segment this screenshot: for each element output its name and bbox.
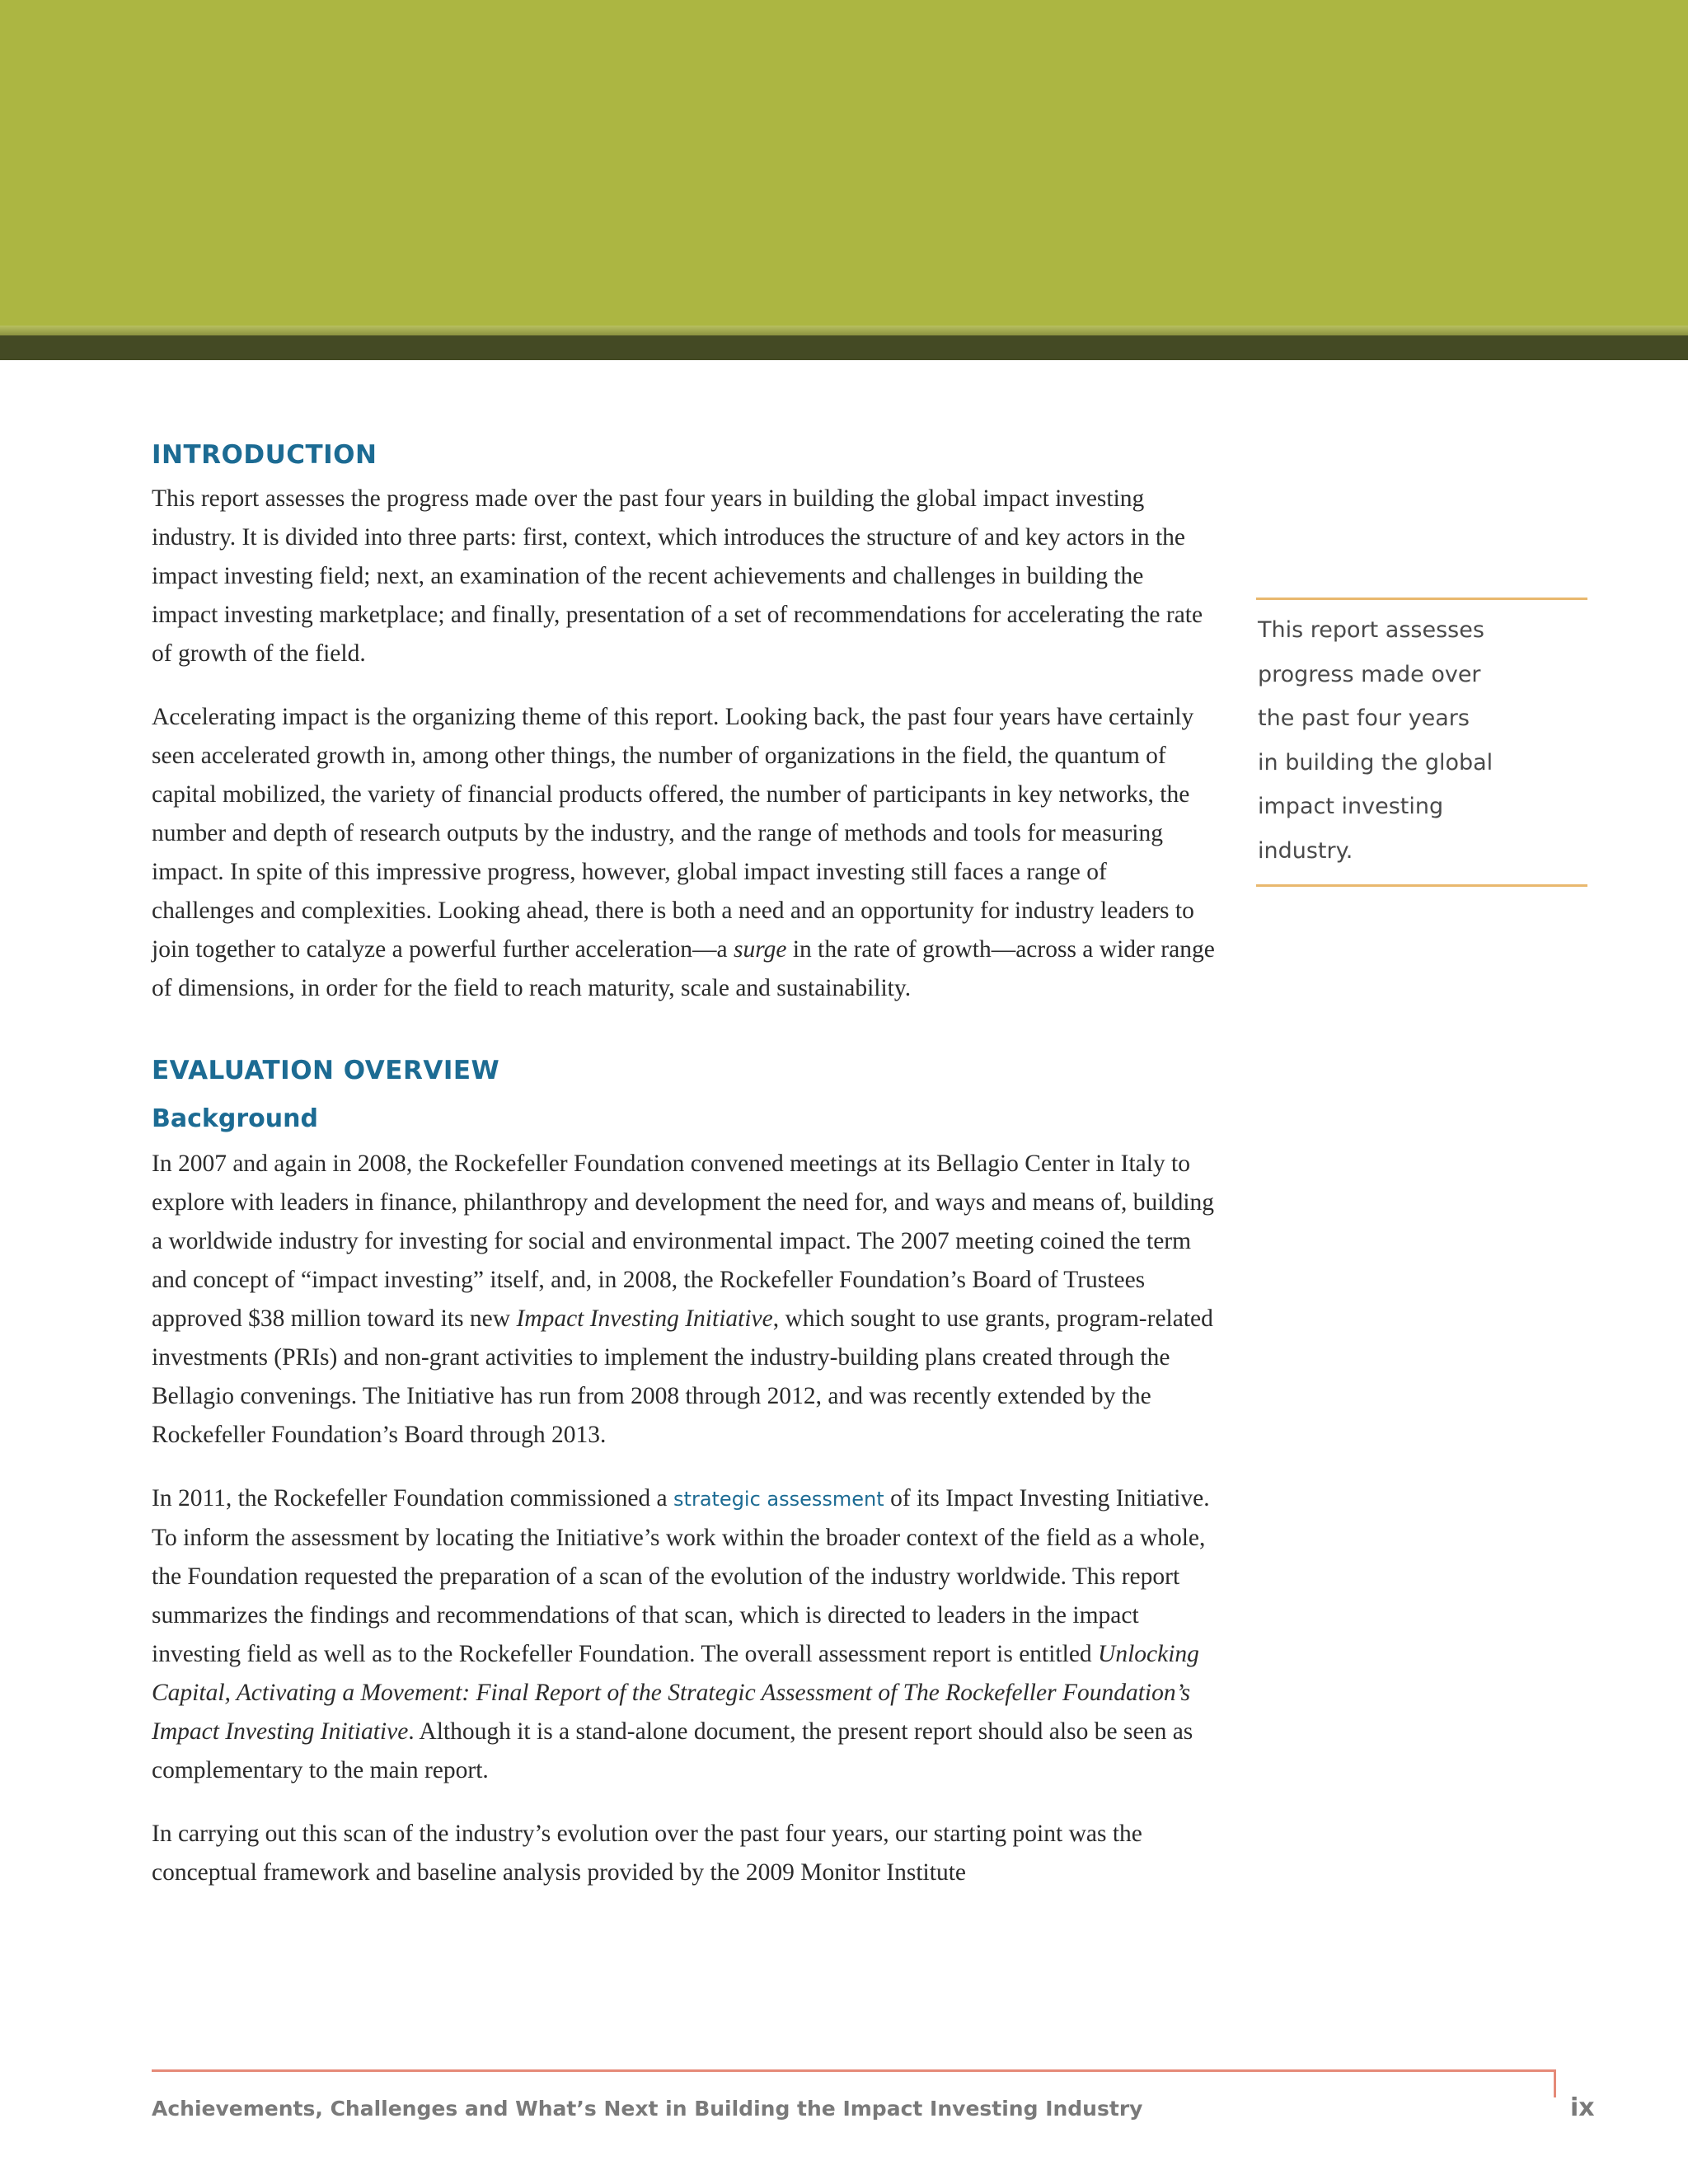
pull-quote-line: the past four years	[1258, 705, 1470, 731]
emphasis-report-title: Unlocking Capital, Activating a Movement: Final Report of the Strategic Assessment of The Rockefeller Foundation’s Impact Investing Initiative	[152, 1641, 1199, 1745]
text-run: Accelerating impact is the organizing theme of this report. Looking back, the past four years have certainly seen accelerated growth in, among other things, the number of organizations in the field, the quantum of capital mobilized, the variety of financial products offered, the number of participants in key networks, the number and depth of research outputs by the industry, and the range of methods and tools for measuring impact. In spite of this impressive progress, however, global impact investing still faces a range of challenges and complexities. Looking ahead, there is both a need and an opportunity for industry leaders to join together to catalyze a powerful further acceleration—a	[152, 704, 1194, 963]
strategic-assessment-link[interactable]: strategic assessment	[673, 1488, 884, 1511]
header-banner-shade	[0, 326, 1688, 335]
footer-title: Achievements, Challenges and What’s Next in Building the Impact Investing Industry	[152, 2097, 1143, 2121]
emphasis-initiative-name: Impact Investing Initiative	[516, 1305, 773, 1332]
pull-quote	[1256, 598, 1587, 887]
background-paragraph-2	[152, 1479, 1215, 1790]
text-run: in the rate of growth—across a wider range of dimensions, in order for the field to reach maturity, scale and sustainability.	[152, 936, 1215, 1001]
introduction-paragraph-1: This report assesses the progress made over the past four years in building the global impact investing industry. It is divided into three parts: first, context, which introduces the structure of and key actors in the impact investing field; next, an examination of the recent achievements and challenges in building the impact investing marketplace; and finally, presentation of a set of recommendations for accelerating the rate of growth of the field.	[152, 485, 1203, 667]
pull-quote-line: industry.	[1258, 837, 1353, 864]
background-paragraph-1	[152, 1145, 1215, 1455]
background-subheading: Background	[152, 1104, 318, 1133]
emphasis-surge: surge	[734, 936, 787, 963]
pull-quote-line: impact investing	[1258, 794, 1444, 819]
header-banner-stripe	[0, 335, 1688, 360]
pull-quote-line: progress made over	[1258, 661, 1481, 687]
header-banner	[0, 0, 1688, 330]
text-run: of its Impact Investing Initiative. To inform the assessment by locating the Initiative’s work within the broader context of the field as a whole, the Foundation requested the preparation of a scan of the evolution of the industry worldwide. This report summarizes the findings and recommendations of that scan, which is directed to leaders in the impact investing field as well as to the Rockefeller Foundation. The overall assessment report is entitled	[152, 1485, 1210, 1667]
page-number: ix	[1570, 2093, 1595, 2122]
evaluation-overview-heading: EVALUATION OVERVIEW	[152, 1056, 500, 1085]
text-run: . Although it is a stand-alone document, the present report should also be seen as complementary to the main report.	[152, 1718, 1193, 1783]
footer-rule	[152, 2069, 1556, 2072]
pull-quote-text	[1256, 600, 1587, 884]
text-run: In 2011, the Rockefeller Foundation commissioned a	[152, 1485, 674, 1511]
text-run: In 2007 and again in 2008, the Rockefeller Foundation convened meetings at its Bellagio Center in Italy to explore with leaders in finance, philanthropy and development the need for, and ways and means of, building a worldwide industry for investing for social and environmental impact. The 2007 meeting coined the term and concept of “impact investing” itself, and, in 2008, the Rockefeller Foundation’s Board of Trustees approved $38 million toward its new	[152, 1151, 1215, 1332]
text-run: , which sought to use grants, program-related investments (PRIs) and non-grant activities to implement the industry-building plans created through the Bellagio convenings. The Initiative has run from 2008 through 2012, and was recently extended by the Rockefeller Foundation’s Board through 2013.	[152, 1305, 1213, 1448]
main-content	[152, 438, 1215, 1917]
introduction-heading: INTRODUCTION	[152, 440, 377, 470]
pull-quote-line: in building the global	[1258, 749, 1493, 776]
pull-quote-bottom-rule	[1256, 884, 1587, 887]
introduction-paragraph-2	[152, 698, 1215, 1008]
footer-rule-tick	[1554, 2069, 1556, 2097]
background-paragraph-3: In carrying out this scan of the industry’s evolution over the past four years, our starting point was the conceptual framework and baseline analysis provided by the 2009 Monitor Institute	[152, 1821, 1142, 1886]
pull-quote-line: This report assesses	[1258, 617, 1484, 643]
